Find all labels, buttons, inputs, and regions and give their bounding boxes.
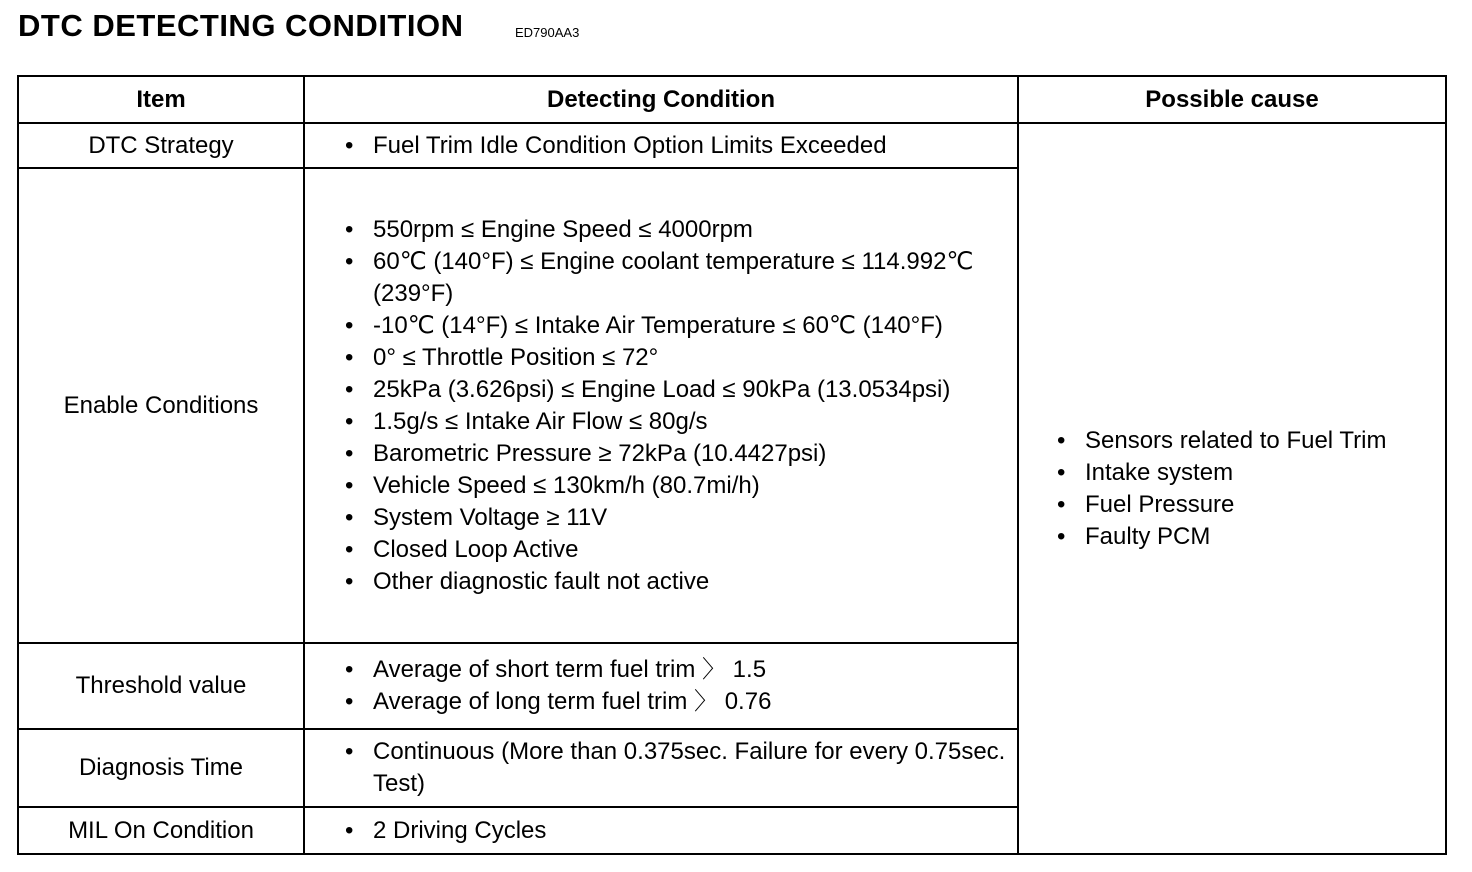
condition-item: • 0° ≤ Throttle Position ≤ 72° <box>345 342 1011 374</box>
condition-list <box>345 736 1011 800</box>
condition-cell-threshold-value <box>304 643 1018 729</box>
condition-list <box>345 130 1011 162</box>
condition-item: • 25kPa (3.626psi) ≤ Engine Load ≤ 90kPa (13.0534psi) <box>345 374 1011 406</box>
condition-item: • 550rpm ≤ Engine Speed ≤ 4000rpm <box>345 214 1011 246</box>
condition-cell-enable-conditions <box>304 168 1018 643</box>
possible-cause-item: • Fuel Pressure <box>1057 489 1445 521</box>
possible-cause-item: • Intake system <box>1057 457 1445 489</box>
page-title: DTC DETECTING CONDITION <box>18 8 464 43</box>
condition-item: • 1.5g/s ≤ Intake Air Flow ≤ 80g/s <box>345 406 1011 438</box>
condition-cell-mil-on-condition <box>304 807 1018 854</box>
table-header-row <box>18 76 1446 123</box>
item-cell-mil-on-condition: MIL On Condition <box>18 807 304 854</box>
column-header-detecting-condition: Detecting Condition <box>304 76 1018 123</box>
condition-item: • Closed Loop Active <box>345 534 1011 566</box>
column-header-item: Item <box>18 76 304 123</box>
item-cell-enable-conditions: Enable Conditions <box>18 168 304 643</box>
condition-item: • Average of long term fuel trim 〉 0.76 <box>345 686 1011 718</box>
condition-item: • -10℃ (14°F) ≤ Intake Air Temperature ≤ 60℃ (140°F) <box>345 310 1011 342</box>
condition-item: • Fuel Trim Idle Condition Option Limits Exceeded <box>345 130 1011 162</box>
possible-cause-cell <box>1018 123 1446 854</box>
condition-item: • 2 Driving Cycles <box>345 815 1011 847</box>
condition-item: • Other diagnostic fault not active <box>345 566 1011 598</box>
condition-item: • Barometric Pressure ≥ 72kPa (10.4427psi) <box>345 438 1011 470</box>
condition-item: • System Voltage ≥ 11V <box>345 502 1011 534</box>
possible-cause-item: • Sensors related to Fuel Trim <box>1057 425 1445 457</box>
document-code: ED790AA3 <box>515 25 580 40</box>
condition-list <box>345 654 1011 718</box>
table-row-dtc-strategy <box>18 123 1446 168</box>
item-cell-threshold-value: Threshold value <box>18 643 304 729</box>
condition-item: • 60℃ (140°F) ≤ Engine coolant temperature ≤ 114.992℃ (239°F) <box>345 246 1011 310</box>
condition-list <box>345 815 1011 847</box>
condition-cell-diagnosis-time <box>304 729 1018 807</box>
condition-item: • Continuous (More than 0.375sec. Failure for every 0.75sec. Test) <box>345 736 1011 800</box>
item-cell-diagnosis-time: Diagnosis Time <box>18 729 304 807</box>
condition-cell-dtc-strategy <box>304 123 1018 168</box>
condition-list <box>345 214 1011 598</box>
possible-cause-item: • Faulty PCM <box>1057 521 1445 553</box>
condition-item: • Vehicle Speed ≤ 130km/h (80.7mi/h) <box>345 470 1011 502</box>
condition-item: • Average of short term fuel trim 〉 1.5 <box>345 654 1011 686</box>
dtc-condition-table <box>17 75 1447 855</box>
item-cell-dtc-strategy: DTC Strategy <box>18 123 304 168</box>
column-header-possible-cause: Possible cause <box>1018 76 1446 123</box>
possible-cause-list <box>1057 425 1445 553</box>
